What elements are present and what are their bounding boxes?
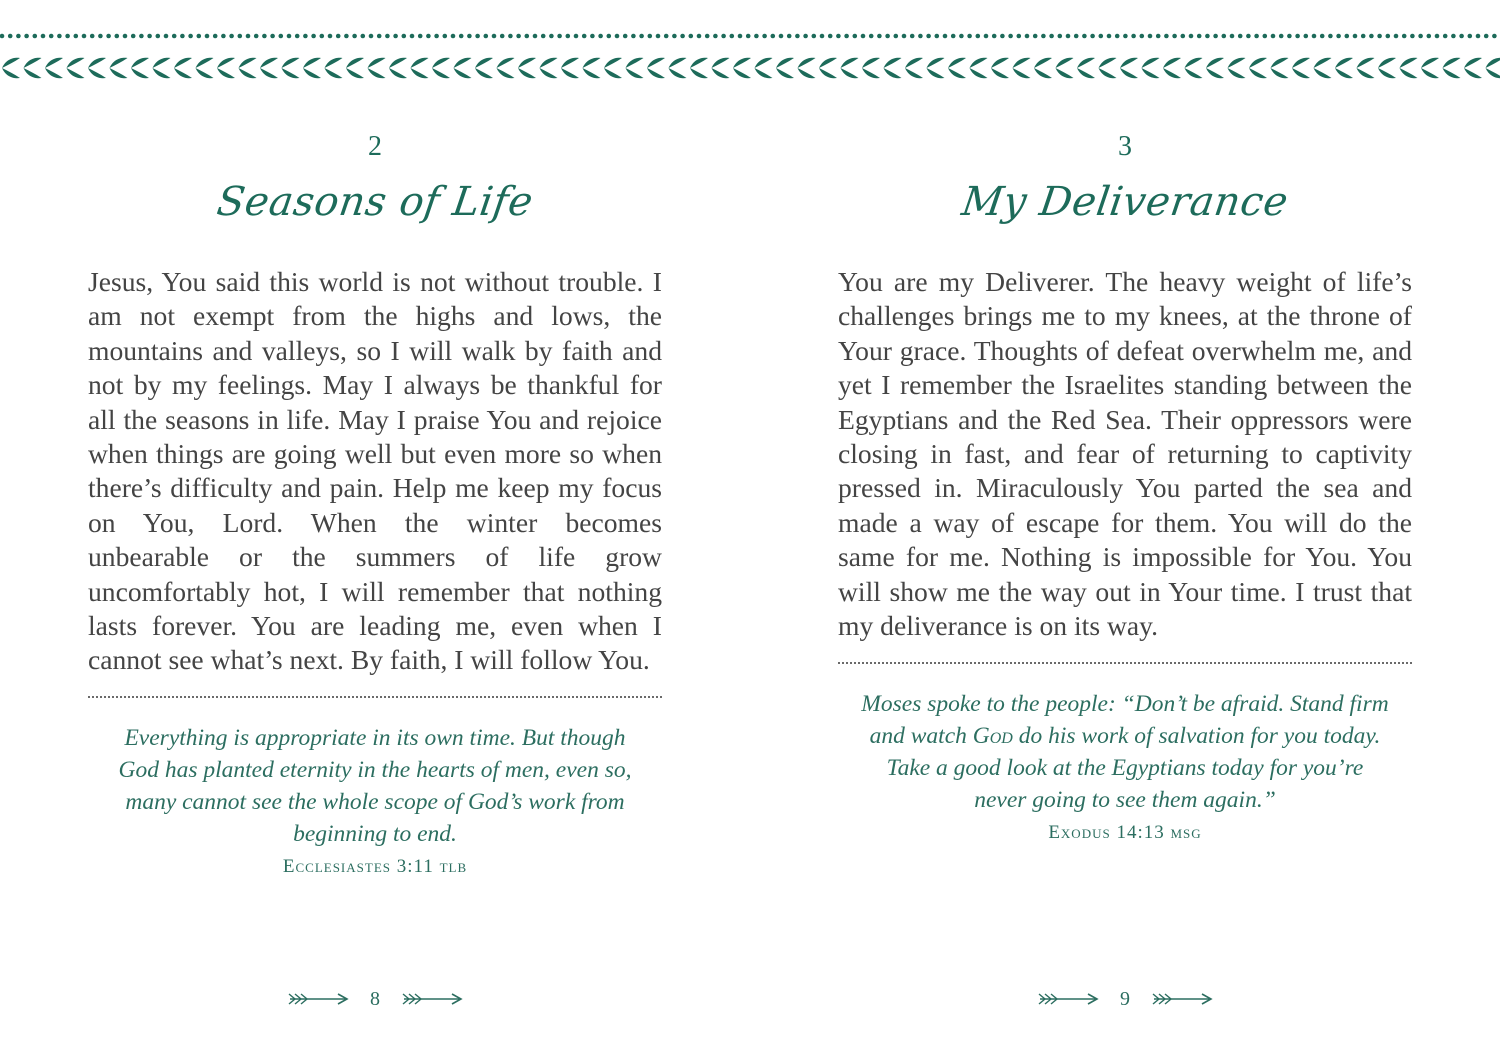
border-dot <box>705 34 710 39</box>
border-dot <box>74 34 79 39</box>
scripture-quote-part: do his work of salvation for you today. Take a good look at the Egyptians today for you’re never going to see them again.” <box>886 723 1381 813</box>
border-dot <box>1435 34 1440 39</box>
border-dot <box>57 34 62 39</box>
border-dot <box>828 34 833 39</box>
border-leaf <box>819 58 837 78</box>
scripture-block <box>858 688 1392 850</box>
border-dot <box>713 34 718 39</box>
arrow-ornament-icon <box>1036 992 1100 1006</box>
border-dot <box>664 34 669 39</box>
scripture-reference: Exodus 14:13 msg <box>1048 822 1202 843</box>
devotion-number: 2 <box>368 131 382 162</box>
scripture-reference: Ecclesiastes 3:11 tlb <box>282 856 468 877</box>
border-dot <box>16 34 21 39</box>
border-leaf <box>690 58 708 78</box>
border-leaf <box>733 58 751 78</box>
border-dot <box>0 34 4 39</box>
scripture-quote <box>858 688 1392 816</box>
border-dot <box>738 34 743 39</box>
dotted-divider <box>838 662 1412 664</box>
scripture-block <box>108 722 642 884</box>
border-dot <box>24 34 29 39</box>
border-dot <box>730 34 735 39</box>
scripture-divine-name: God <box>972 723 1013 749</box>
border-dot <box>672 34 677 39</box>
border-leaf <box>1464 58 1482 78</box>
border-dot <box>1443 34 1448 39</box>
border-leaf <box>712 58 730 78</box>
devotion-title: Seasons of Life <box>214 179 536 225</box>
border-dot <box>1418 34 1423 39</box>
border-dot <box>746 34 751 39</box>
border-dot <box>680 34 685 39</box>
border-dot <box>1476 34 1481 39</box>
border-dot <box>779 34 784 39</box>
border-leaf <box>798 58 816 78</box>
right-page <box>838 0 1412 1059</box>
border-dot <box>1492 34 1497 39</box>
scripture-quote: Everything is appropriate in its own time. But though God has planted eternity in the hearts of men, even so, many cannot see the whole scope of God’s work from beginning to end. <box>118 725 632 847</box>
border-dot <box>1451 34 1456 39</box>
arrow-ornament-icon <box>1150 992 1214 1006</box>
border-dot <box>771 34 776 39</box>
devotion-body: Jesus, You said this world is not without trouble. I am not exempt from the highs and lows, the mountains and valleys, so I will walk by faith and not by my feelings. May I always be thankful for all the seasons in life. May I praise You and rejoice when things are going well but even more so when there’s difficulty and pain. Help me keep my focus on You, Lord. When the winter becomes unbearable or the summers of life grow uncomfortably hot, I will remember that nothing lasts forever. You are leading me, even when I cannot see what’s next. By faith, I will follow You. <box>88 266 662 676</box>
border-dot <box>82 34 87 39</box>
border-dot <box>689 34 694 39</box>
border-dot <box>33 34 38 39</box>
left-page <box>88 0 662 1059</box>
border-leaf <box>67 58 85 78</box>
page-footer <box>88 986 662 1012</box>
border-dot <box>697 34 702 39</box>
border-leaf <box>1443 58 1461 78</box>
devotion-number: 3 <box>1118 131 1132 162</box>
devotion-title: My Deliverance <box>958 179 1292 225</box>
border-dot <box>754 34 759 39</box>
devotion-body: You are my Deliverer. The heavy weight of life’s challenges brings me to my knees, at the throne of Your grace. Thoughts of defeat overwhelm me, and yet I remember the Israelites standing between the Egyptians and the Red Sea. Their oppressors were closing in fast, and fear of returning to captivity pressed in. Miraculously You parted the sea and made a way of escape for them. You will do the same for me. Nothing is impossible for You. You will show me the way out in Your time. I trust that my deliverance is on its way. <box>838 266 1412 642</box>
border-dot <box>812 34 817 39</box>
page-number: 8 <box>370 988 380 1010</box>
border-dot <box>49 34 54 39</box>
border-dot <box>721 34 726 39</box>
border-dot <box>803 34 808 39</box>
border-dot <box>1468 34 1473 39</box>
page-footer <box>838 986 1412 1012</box>
border-leaf <box>755 58 773 78</box>
arrow-ornament-icon <box>286 992 350 1006</box>
arrow-ornament-icon <box>400 992 464 1006</box>
border-dot <box>820 34 825 39</box>
border-dot <box>787 34 792 39</box>
border-leaf <box>776 58 794 78</box>
border-dot <box>41 34 46 39</box>
page-number: 9 <box>1120 988 1130 1010</box>
border-leaf <box>1486 58 1500 78</box>
border-dot <box>795 34 800 39</box>
border-dot <box>8 34 13 39</box>
border-dot <box>1484 34 1489 39</box>
border-dot <box>65 34 70 39</box>
border-leaf <box>2 58 20 78</box>
border-dot <box>762 34 767 39</box>
border-dot <box>1427 34 1432 39</box>
border-leaf <box>45 58 63 78</box>
border-leaf <box>669 58 687 78</box>
border-dot <box>1459 34 1464 39</box>
dotted-divider <box>88 696 662 698</box>
border-leaf <box>1421 58 1439 78</box>
border-leaf <box>24 58 42 78</box>
scripture-quote-part: Moses spoke to the people: “Don’t be afraid. Stand firm and watch <box>861 691 1389 749</box>
